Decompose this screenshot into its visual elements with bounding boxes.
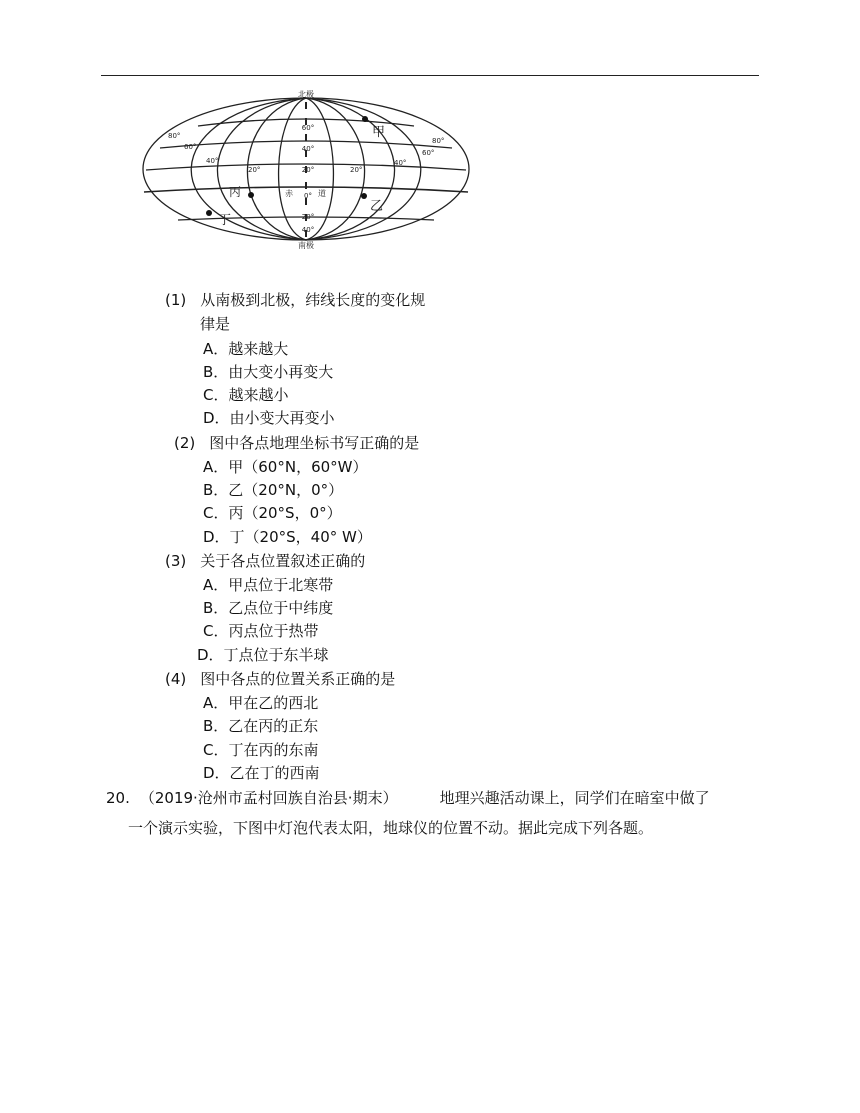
question-20-header xyxy=(106,788,710,808)
question-2-option-a: A．甲（60°N，60°W） xyxy=(203,458,368,476)
lon-label-l60: 60° xyxy=(184,143,197,151)
question-2-option-d: D．丁（20°S，40° W） xyxy=(203,528,372,546)
point-jia-marker xyxy=(362,116,368,122)
question-1-stem xyxy=(165,290,425,310)
question-3-option-c: C．丙点位于热带 xyxy=(203,622,319,640)
south-pole-label: 南极 xyxy=(298,241,314,250)
question-2-stem xyxy=(174,433,419,453)
lat-label-n60: 60° xyxy=(301,124,315,132)
point-bing-label: 丙 xyxy=(229,185,242,199)
lat-label-s40: 40° xyxy=(301,226,315,234)
question-4-option-a: A．甲在乙的西北 xyxy=(203,694,319,712)
question-20-source: （2019·沧州市孟村回族自治县·期末） xyxy=(139,789,398,807)
question-4-option-b: B．乙在丙的正东 xyxy=(203,717,319,735)
question-4-number: (4) xyxy=(165,670,187,688)
question-4-option-c: C．丁在丙的东南 xyxy=(203,741,319,759)
globe-figure xyxy=(138,88,474,250)
lon-label-l40: 40° xyxy=(206,157,219,165)
question-4-stem xyxy=(165,669,395,689)
question-3-text: 关于各点位置叙述正确的 xyxy=(200,552,366,570)
question-3-option-a: A．甲点位于北寒带 xyxy=(203,576,334,594)
question-2-option-b: B．乙（20°N，0°） xyxy=(203,481,344,499)
question-1-number: (1) xyxy=(165,291,187,309)
question-2-option-c: C．丙（20°S，0°） xyxy=(203,504,342,522)
lon-label-r40: 40° xyxy=(394,159,407,167)
lon-label-r20: 20° xyxy=(350,166,363,174)
question-1-option-b: B．由大变小再变大 xyxy=(203,363,334,381)
point-bing-marker xyxy=(248,192,254,198)
question-20-text-line1: 地理兴趣活动课上，同学们在暗室中做了 xyxy=(439,789,710,807)
question-3-number: (3) xyxy=(165,552,187,570)
question-1-option-c: C．越来越小 xyxy=(203,386,289,404)
question-1-text: 从南极到北极，纬线长度的变化规 xyxy=(200,291,426,309)
lat-label-eq: 0° xyxy=(304,192,312,200)
header-rule xyxy=(101,75,759,76)
question-2-number: (2) xyxy=(174,434,196,452)
question-3-stem xyxy=(165,551,365,571)
question-2-text: 图中各点地理坐标书写正确的是 xyxy=(209,434,420,452)
question-1-option-a: A．越来越大 xyxy=(203,340,289,358)
question-4-option-d: D．乙在丁的西南 xyxy=(203,764,320,782)
lon-label-l80: 80° xyxy=(168,132,181,140)
lon-label-r80: 80° xyxy=(432,137,445,145)
lat-label-s20: 20° xyxy=(301,213,315,221)
lat-label-n40: 40° xyxy=(301,145,315,153)
north-pole-label: 北极 xyxy=(298,90,314,99)
question-3-option-b: B．乙点位于中纬度 xyxy=(203,599,334,617)
lat-label-n20: 20° xyxy=(301,166,315,174)
question-20-number: 20. xyxy=(106,789,130,807)
question-4-text: 图中各点的位置关系正确的是 xyxy=(200,670,396,688)
point-yi-label: 乙 xyxy=(370,199,384,214)
question-20-text-line2: 一个演示实验，下图中灯泡代表太阳，地球仪的位置不动。据此完成下列各题。 xyxy=(128,819,654,837)
question-1-option-d: D．由小变大再变小 xyxy=(203,409,335,427)
equator-label-right: 道 xyxy=(318,189,326,198)
lon-label-l20: 20° xyxy=(248,166,261,174)
question-1-stem-cont: 律是 xyxy=(200,315,231,333)
lon-label-r60: 60° xyxy=(422,149,435,157)
question-3-option-d: D．丁点位于东半球 xyxy=(197,646,329,664)
point-ding-label: 丁 xyxy=(218,213,232,228)
point-yi-marker xyxy=(361,193,367,199)
point-jia-label: 甲 xyxy=(372,125,386,140)
point-ding-marker xyxy=(206,210,212,216)
equator-label-left: 赤 xyxy=(285,189,293,198)
